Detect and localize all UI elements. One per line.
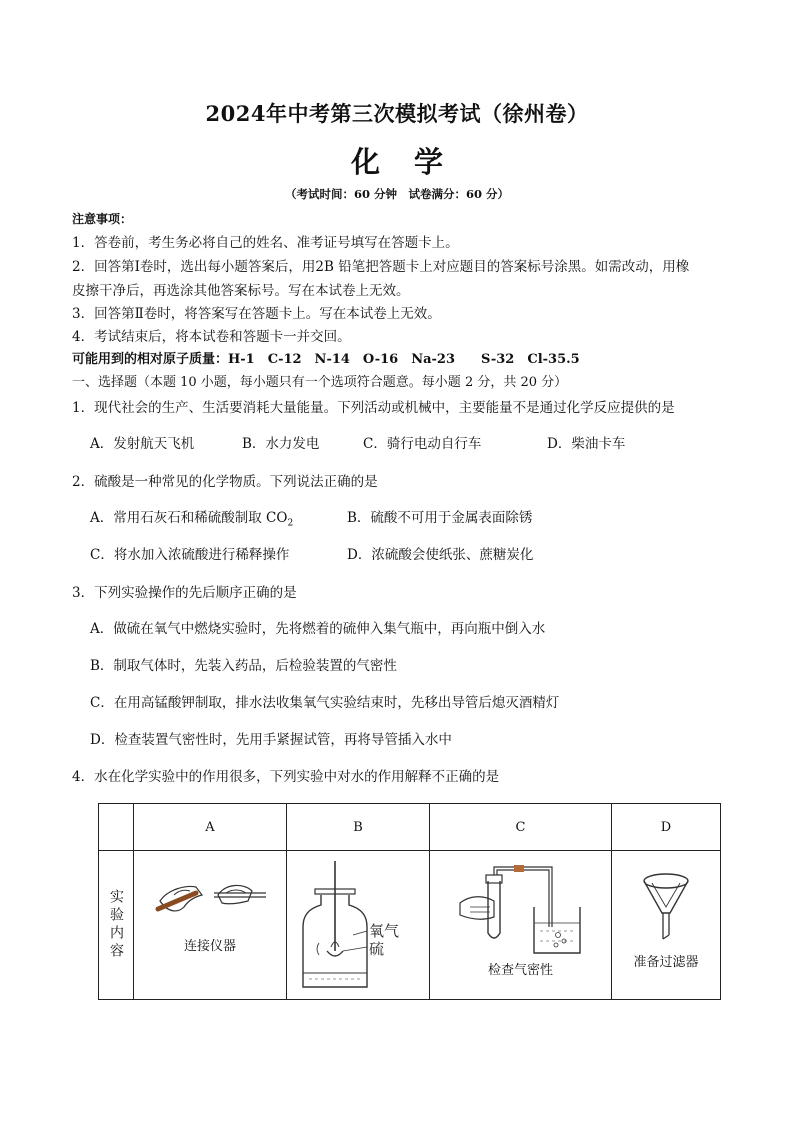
question-3-stem: 3．下列实验操作的先后顺序正确的是 [72, 585, 297, 601]
subject-char-1: 化 [350, 145, 380, 179]
exam-title: 2024年中考第三次模拟考试（徐州卷） [205, 101, 589, 126]
question-1-stem: 1．现代社会的生产、生活要消耗大量能量。下列活动或机械中，主要能量不是通过化学反应提供的是 [72, 400, 675, 416]
cell-d [612, 851, 721, 1000]
caption-d: 准备过滤器 [633, 955, 699, 970]
column-header-a: A [134, 804, 287, 851]
column-header-b: B [287, 804, 430, 851]
question-3-option-c: C．在用高锰酸钾制取，排水法收集氧气实验结束时，先移出导管后熄灭酒精灯 [90, 695, 560, 711]
question-1-option-b: B．水力发电 [242, 436, 320, 452]
row-header [99, 851, 134, 1000]
question-1-option-a: A．发射航天飞机 [90, 436, 195, 452]
question-2-option-a-text: A．常用石灰石和稀硫酸制取 CO [90, 510, 288, 526]
section-heading: 一、选择题（本题 10 小题，每小题只有一个选项符合题意。每小题 2 分，共 20 分） [72, 375, 568, 390]
question-3-option-b: B．制取气体时，先装入药品，后检验装置的气密性 [90, 658, 397, 674]
column-header-c: C [430, 804, 612, 851]
cell-a [134, 851, 287, 1000]
notice-item-1: 1．答卷前，考生务必将自己的姓名、准考证号填写在答题卡上。 [72, 235, 459, 251]
subject-title [0, 140, 794, 181]
table-corner [99, 804, 134, 851]
label-sulfur: 硫 [369, 940, 385, 958]
connect-apparatus-illustration [134, 851, 286, 999]
row-header-label: 实验内容 [108, 889, 124, 961]
notice-item-2-cont: 皮擦干净后，再选涂其他答案标号。写在本试卷上无效。 [72, 283, 410, 299]
question-2-option-a [90, 509, 293, 533]
question-1-option-d: D．柴油卡车 [547, 436, 626, 452]
notice-item-3: 3．回答第Ⅱ卷时，将答案写在答题卡上。写在本试卷上无效。 [72, 306, 441, 322]
co2-subscript: 2 [287, 518, 294, 529]
cell-c [430, 851, 612, 1000]
experiment-table [98, 803, 721, 1000]
atomic-masses: 可能用到的相对原子质量：H-1 C-12 N-14 O-16 Na-23 S-32 Cl-35.5 [72, 352, 580, 367]
label-oxygen: 氧气 [369, 922, 400, 940]
question-2-option-c: C．将水加入浓硫酸进行稀释操作 [90, 547, 290, 563]
subject-char-2: 学 [414, 145, 444, 179]
question-2-stem: 2．硫酸是一种常见的化学物质。下列说法正确的是 [72, 474, 378, 490]
filter-funnel-illustration [612, 851, 722, 999]
sulfur-combustion-illustration [287, 851, 429, 999]
question-2-option-d: D．浓硫酸会使纸张、蔗糖炭化 [347, 547, 534, 563]
exam-info: （考试时间：60 分钟 试卷满分：60 分） [284, 187, 509, 201]
caption-c: 检查气密性 [487, 963, 553, 978]
question-2-option-b: B．硫酸不可用于金属表面除锈 [347, 510, 533, 526]
column-header-d: D [612, 804, 721, 851]
question-4-stem: 4．水在化学实验中的作用很多，下列实验中对水的作用解释不正确的是 [72, 769, 500, 785]
notice-item-4: 4．考试结束后，将本试卷和答题卡一并交回。 [72, 329, 351, 345]
caption-a: 连接仪器 [183, 939, 236, 954]
notice-heading: 注意事项： [72, 212, 133, 226]
cell-b [287, 851, 430, 1000]
question-3-option-d: D．检查装置气密性时，先用手紧握试管，再将导管插入水中 [90, 732, 452, 748]
notice-item-2: 2．回答第Ⅰ卷时，选出每小题答案后，用2B 铅笔把答题卡上对应题目的答案标号涂黑。如需改动，用橡 [72, 259, 690, 275]
question-3-option-a: A．做硫在氧气中燃烧实验时，先将燃着的硫伸入集气瓶中，再向瓶中倒入水 [90, 621, 546, 637]
question-1-option-c: C．骑行电动自行车 [363, 436, 482, 452]
